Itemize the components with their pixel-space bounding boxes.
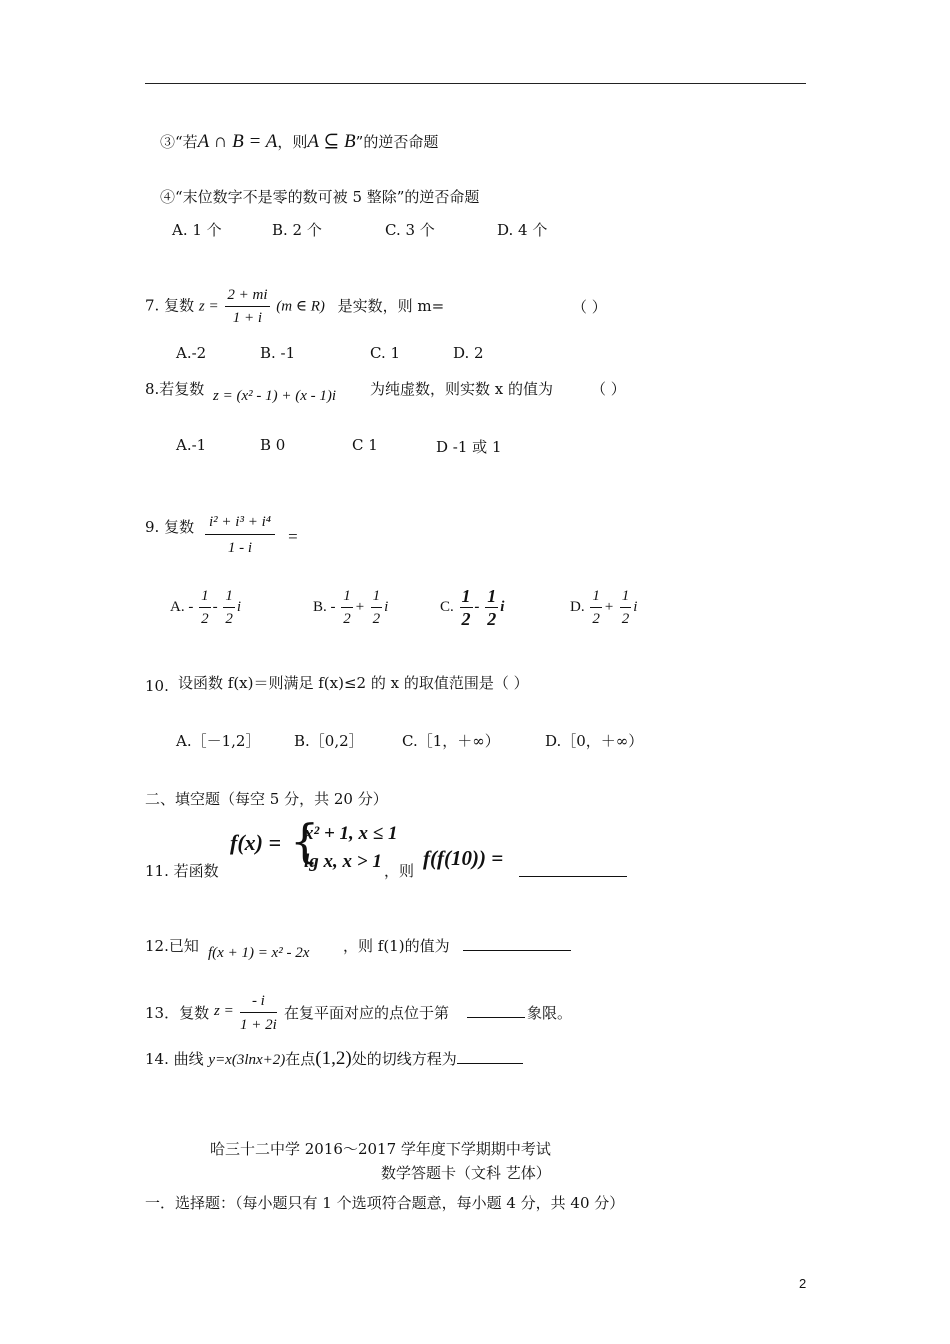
q13-denominator: 1 + 2i xyxy=(240,1017,277,1033)
q11-ask: f(f(10)) = xyxy=(423,846,504,870)
q12-tail: ，则 f(1)的值为 xyxy=(343,937,450,955)
q9-option-c: C. $\frac{1}{2}$ - $\frac{1}{2}$ i xyxy=(440,586,505,629)
q13-z: z = xyxy=(214,1003,234,1019)
q11-label: 11. 若函数 xyxy=(145,862,219,880)
answer-card-section-1: 一．选择题：（每小题只有 1 个选项符合题意，每小题 4 分，共 40 分） xyxy=(145,1194,625,1212)
item3-mid: ，则 xyxy=(277,133,308,151)
q7-z: z = xyxy=(198,298,219,315)
q7-tail: 是实数，则 m= xyxy=(337,296,445,315)
q6-item-3 xyxy=(160,130,438,153)
q14-mid: 在点 xyxy=(285,1050,316,1068)
q8-option-a: A.-1 xyxy=(176,436,207,454)
q13-tail-2: 象限。 xyxy=(527,1004,573,1022)
q14-answer-blank[interactable] xyxy=(457,1049,523,1064)
q11-answer-blank[interactable] xyxy=(519,862,627,877)
q11-case-2: lg x, x > 1 xyxy=(304,851,382,872)
q13-numerator: - i xyxy=(240,990,277,1013)
q7-option-a: A.-2 xyxy=(176,344,207,362)
q8-option-d: D -1 或 1 xyxy=(436,438,502,456)
q10-option-d: D.［0，＋∞） xyxy=(545,732,644,750)
q6-option-b: B. 2 个 xyxy=(272,221,322,239)
item3-prefix: ③“若 xyxy=(160,133,198,151)
q11-fx: f(x) = xyxy=(230,830,282,855)
q9-fraction xyxy=(205,510,275,561)
q6-item-4: ④“末位数字不是零的数可被 5 整除”的逆否命题 xyxy=(160,188,480,206)
q12-expression: f(x + 1) = x² - 2x xyxy=(208,945,310,961)
q6-option-a: A. 1 个 xyxy=(172,221,222,239)
q7-denominator: 1 + i xyxy=(232,310,263,326)
q7-numerator: 2 + mi xyxy=(225,284,269,307)
set-expression-1: A ∩ B = A xyxy=(197,131,278,152)
q8-label: 8.若复数 xyxy=(145,380,205,398)
q7-fraction xyxy=(225,284,269,329)
q7-option-d: D. 2 xyxy=(453,344,484,362)
q9-option-b: B. - $\frac{1}{2}$ + $\frac{1}{2}$ i xyxy=(313,585,388,630)
q7-condition: (m ∈ R) xyxy=(276,298,325,315)
q8-option-b: B 0 xyxy=(260,436,286,454)
q10-text: 设函数 f(x)＝则满足 f(x)≤2 的 x 的取值范围是（ ） xyxy=(178,674,529,692)
q7-option-c: C. 1 xyxy=(370,344,401,362)
q11-tail: ，则 xyxy=(384,862,415,880)
q10-label: 10. xyxy=(145,677,169,695)
q6-option-d: D. 4 个 xyxy=(497,221,548,239)
q9-equals: = xyxy=(287,527,299,546)
q13-fraction xyxy=(240,990,277,1037)
page-number: 2 xyxy=(799,1276,807,1291)
q6-option-c: C. 3 个 xyxy=(385,221,435,239)
q13-answer-blank[interactable] xyxy=(467,1003,525,1018)
q9-denominator: 1 - i xyxy=(227,540,253,556)
q9-option-a: A. - $\frac{1}{2}$ - $\frac{1}{2}$ i xyxy=(170,585,241,630)
q12-answer-blank[interactable] xyxy=(463,936,571,951)
q8-option-c: C 1 xyxy=(352,436,378,454)
q13-label: 13．复数 xyxy=(145,1004,210,1022)
q7-answer-paren: （ ） xyxy=(572,298,607,316)
q12-label: 12.已知 xyxy=(145,937,199,955)
question-14 xyxy=(145,1048,523,1070)
q13-tail-1: 在复平面对应的点位于第 xyxy=(284,1004,450,1022)
q7-option-b: B. -1 xyxy=(260,344,296,362)
q8-expression: z = (x² - 1) + (x - 1)i xyxy=(213,388,337,404)
q14-label: 14. 曲线 xyxy=(145,1050,204,1068)
q9-option-d: D. $\frac{1}{2}$ + $\frac{1}{2}$ i xyxy=(570,585,637,630)
answer-card-subtitle: 数学答题卡（文科 艺体） xyxy=(381,1164,551,1182)
q14-tail: 处的切线方程为 xyxy=(351,1050,457,1068)
q8-tail: 为纯虚数，则实数 x 的值为 xyxy=(370,380,553,398)
item3-suffix: ”的逆否命题 xyxy=(355,133,439,151)
q8-answer-paren: （ ） xyxy=(591,380,626,398)
q14-expression: y=x(3lnx+2) xyxy=(208,1052,286,1068)
answer-card-title: 哈三十二中学 2016～2017 学年度下学期期中考试 xyxy=(210,1140,551,1158)
q9-numerator: i² + i³ + i⁴ xyxy=(205,510,275,535)
q10-option-b: B.［0,2］ xyxy=(294,732,364,750)
question-7 xyxy=(145,284,444,329)
q10-option-a: A.［－1,2］ xyxy=(176,732,261,750)
q11-brace: { xyxy=(290,814,320,868)
header-rule xyxy=(145,83,806,84)
q14-point: (1,2) xyxy=(315,1048,352,1069)
q10-option-c: C.［1，＋∞） xyxy=(402,732,500,750)
set-expression-2: A ⊆ B xyxy=(307,131,356,152)
q7-label: 7. 复数 xyxy=(145,296,195,315)
q11-case-1: x² + 1, x ≤ 1 xyxy=(304,823,398,844)
section-2-heading: 二、填空题（每空 5 分，共 20 分） xyxy=(145,790,388,808)
q9-label: 9. 复数 xyxy=(145,518,195,536)
